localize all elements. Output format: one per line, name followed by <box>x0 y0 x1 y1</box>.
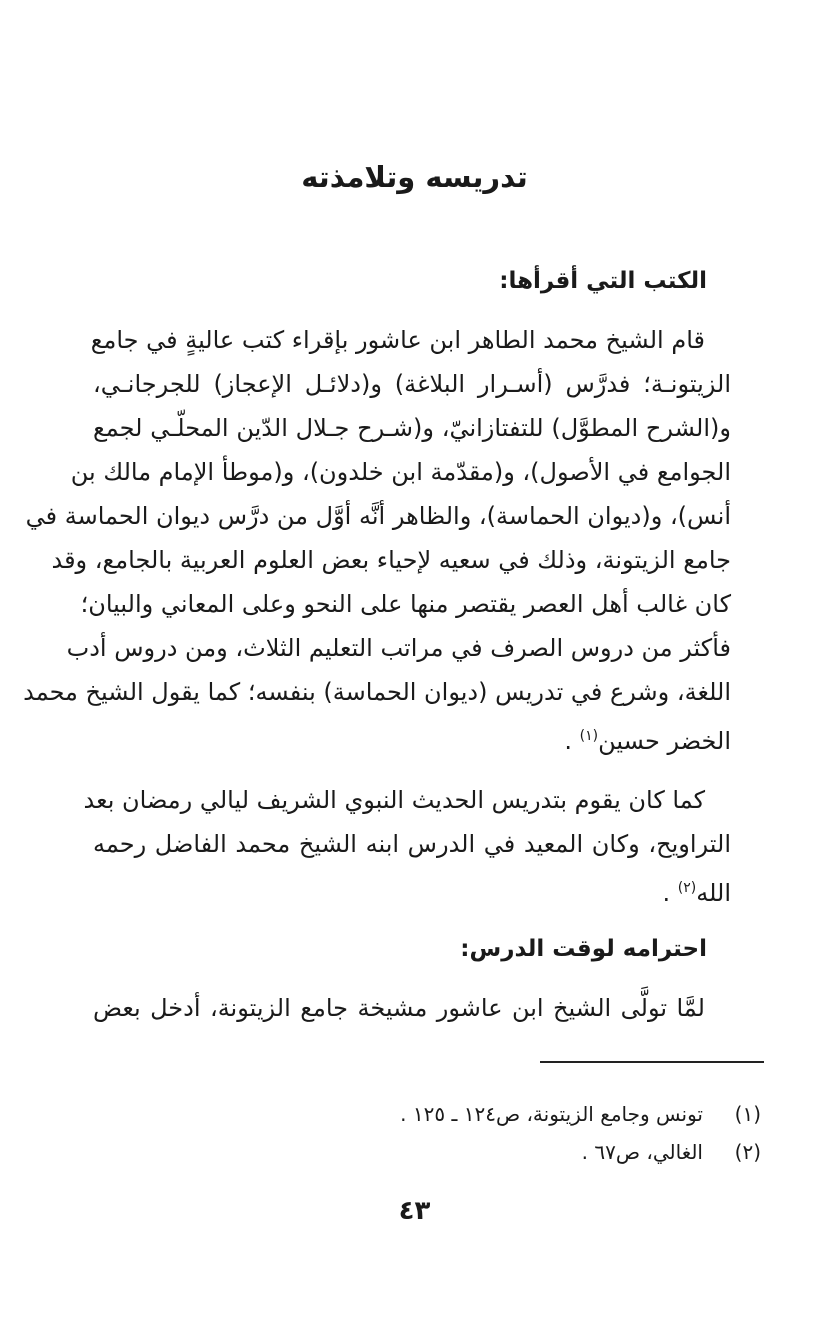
footnote-ref-1[interactable]: (١) <box>579 728 599 744</box>
footnote-number: (١) <box>734 1102 761 1126</box>
text-line: و(الشرح المطوَّل) للتفتازانيّ، و(شـرح جـلال الدّين المحلّـي لجمع <box>93 414 731 442</box>
section-heading-books: الكتب التي أقرأها: <box>499 268 707 294</box>
chapter-title: تدريسه وتلامذته <box>301 160 528 194</box>
text-line: لمَّا تولَّى الشيخ ابن عاشور مشيخة جامع الزيتونة، أدخل بعض <box>93 994 705 1022</box>
footnote-divider <box>540 1061 764 1063</box>
page-number: ٤٣ <box>398 1196 431 1226</box>
text-fragment: الخضر حسين <box>598 727 731 755</box>
text-line: كما كان يقوم بتدريس الحديث النبوي الشريف ليالي رمضان بعد <box>83 786 705 814</box>
paragraph-books-taught <box>23 318 731 758</box>
text-fragment: الله <box>696 879 731 907</box>
text-line: كان غالب أهل العصر يقتصر منها على النحو وعلى المعاني والبيان؛ <box>80 590 731 618</box>
section-heading-lesson-time: احترامه لوقت الدرس: <box>460 936 707 962</box>
text-line: الزيتونـة؛ فدرَّس (أسـرار البلاغة) و(دلائـل الإعجاز) للجرجانـي، <box>93 370 731 398</box>
text-line: أنس)، و(ديوان الحماسة)، والظاهر أنَّه أوَّل من درَّس ديوان الحماسة في <box>25 502 731 530</box>
text-line: قام الشيخ محمد الطاهر ابن عاشور بإقراء كتب عاليةٍ في جامع <box>90 326 705 354</box>
text-line: اللغة، وشرع في تدريس (ديوان الحماسة) بنفسه؛ كما يقول الشيخ محمد <box>23 678 731 706</box>
paragraph-hadith-lessons <box>83 778 731 910</box>
footnotes <box>400 1095 761 1171</box>
footnote-item <box>400 1095 761 1133</box>
text-line: الجوامع في الأصول)، و(مقدّمة ابن خلدون)، و(موطأ الإمام مالك بن <box>70 458 731 486</box>
paragraph-lesson-time <box>93 986 731 1030</box>
footnote-item <box>400 1133 761 1171</box>
text-line-last: الله$^{(٢)}$ . <box>662 879 731 907</box>
footnote-text: الغالي، ص٦٧ . <box>581 1140 703 1164</box>
text-line: فأكثر من دروس الصرف في مراتب التعليم الثلاث، ومن دروس أدب <box>66 634 731 662</box>
text-line: التراويح، وكان المعيد في الدرس ابنه الشيخ محمد الفاضل رحمه <box>93 830 731 858</box>
text-line-last: الخضر حسين$^{(١)}$ . <box>564 727 731 755</box>
footnote-ref-2[interactable]: (٢) <box>677 880 697 896</box>
footnote-number: (٢) <box>734 1140 761 1164</box>
text-line: جامع الزيتونة، وذلك في سعيه لإحياء بعض العلوم العربية بالجامع، وقد <box>51 546 731 574</box>
footnote-text: تونس وجامع الزيتونة، ص١٢٤ ـ ١٢٥ . <box>400 1102 703 1126</box>
